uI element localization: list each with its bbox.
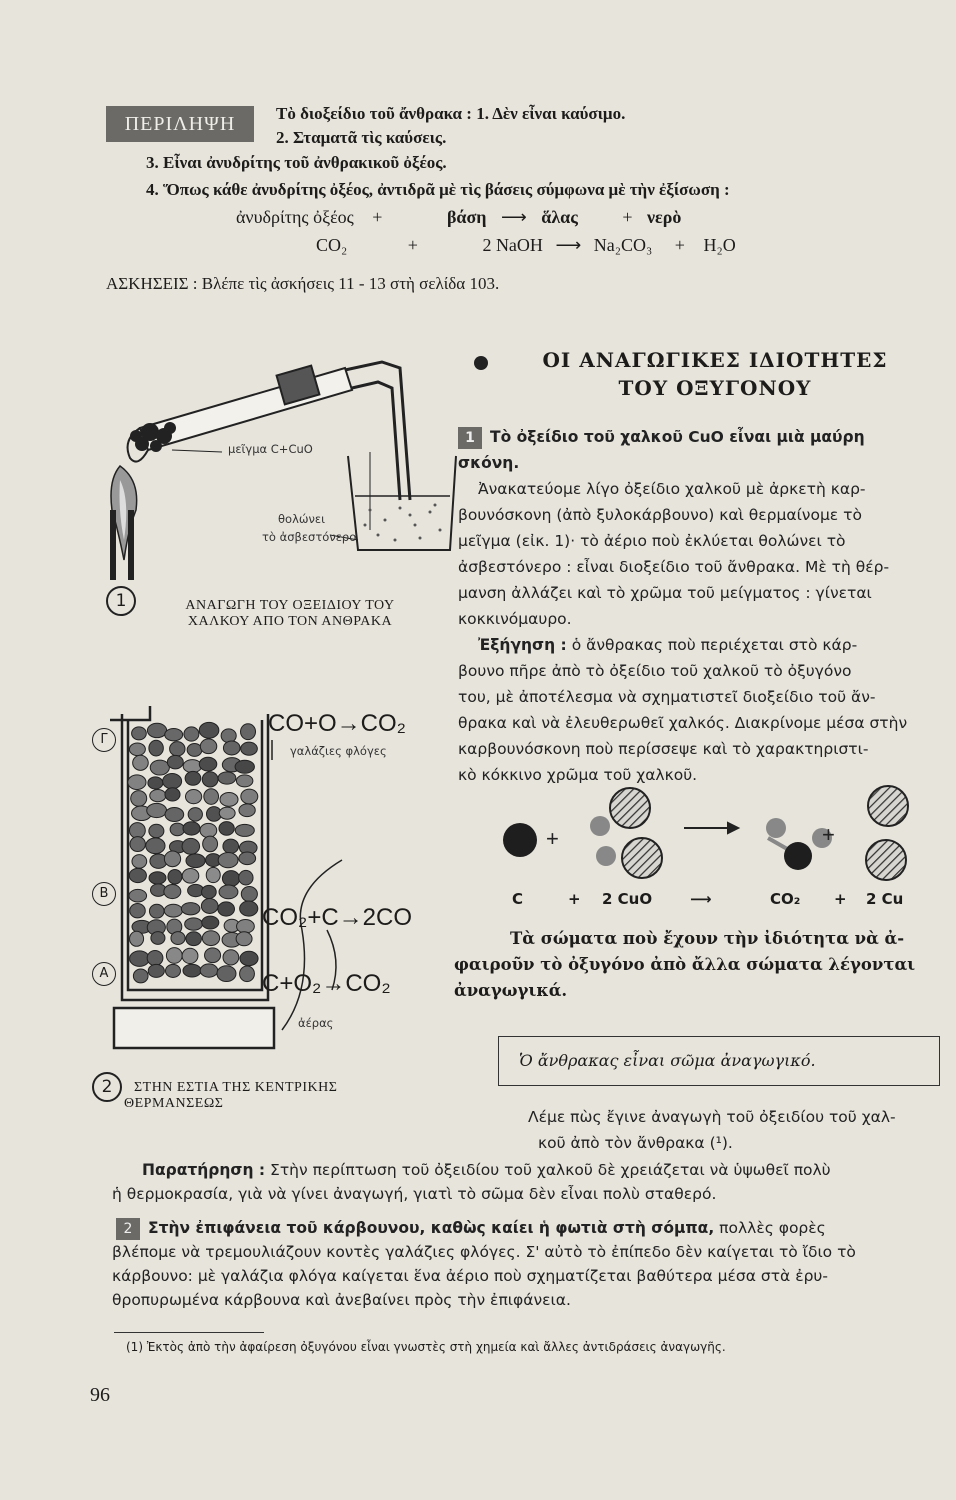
coal-piece — [148, 964, 164, 977]
reduction-text: Λέμε πὼς ἔγινε ἀναγωγὴ τοῦ ὀξειδίου τοῦ χαλ- κοῦ ἀπὸ τὸν ἄνθρακα (¹). — [528, 1108, 896, 1152]
coal-piece — [219, 822, 234, 836]
coal-piece — [182, 868, 199, 883]
fig2-reaction-mid: CO₂+C→2CO — [262, 904, 413, 931]
item2-number: 2 — [116, 1218, 140, 1240]
copper-oxide-molecule-2 — [596, 838, 662, 878]
coal-piece — [218, 852, 238, 867]
summary-tag: ΠΕΡΙΛΗΨΗ — [106, 106, 254, 142]
coal-piece — [133, 755, 149, 770]
coal-piece — [147, 803, 167, 817]
coal-piece — [165, 788, 180, 801]
coal-piece — [130, 931, 144, 946]
carbon-atom — [503, 823, 537, 857]
coal-piece — [240, 901, 258, 916]
footnote: (1) Ἐκτὸς ἀπὸ τὴν ἀφαίρεση ὀξυγόνου εἶναι γνωστὲς στὴ χημεία καὶ ἄλλες ἀντιδράσεις ἀναγωγῆς. — [126, 1340, 726, 1354]
coal-piece — [185, 771, 201, 785]
coal-piece — [217, 966, 236, 982]
coal-piece — [241, 789, 258, 804]
footnote-rule — [114, 1332, 264, 1333]
coal-piece — [223, 741, 240, 755]
summary-line-3: 3. Εἶναι ἀνυδρίτης τοῦ ἀνθρακικοῦ ὀξέος. — [146, 153, 447, 172]
coal-piece — [241, 724, 256, 740]
coal-piece — [171, 932, 185, 945]
reaction-molecules — [476, 776, 936, 886]
coal-piece — [199, 757, 217, 771]
coal-piece — [219, 807, 235, 819]
explanation-text: Ἐξήγηση : ὁ ἄνθρακας ποὺ περιέχεται στὸ κάρ- βουνο πῆρε ἀπὸ τὸ ὀξείδιο τοῦ χαλκοῦ τὸ ὀξυγόνο του, μὲ ἀποτέλεσμα νὰ σχηματιστεῖ διοξείδιο τοῦ ἄν- θρακα καὶ νὰ ἐλευθερωθεῖ χαλκός. Διακρίνομε μέσα στὴν καρβουνόσκονη ποὺ περίσσεψε καὶ τὸ χαρακτηριστι- κὸ κόκκινο χρῶμα τοῦ χαλκοῦ. — [458, 636, 908, 784]
coal-piece — [220, 793, 238, 807]
coal-piece — [206, 867, 220, 882]
coal-piece — [219, 885, 238, 899]
fig2-caption: ΣΤΗΝ ΕΣΤΙΑ ΤΗΣ ΚΕΝΤΡΙΚΗΣ ΘΕΡΜΑΝΣΕΩΣ — [124, 1080, 338, 1111]
coal-piece — [130, 951, 150, 967]
coal-piece — [241, 887, 257, 902]
coal-piece — [129, 823, 145, 839]
item2-block: 2 Στὴν ἐπιφάνεια τοῦ κάρβουνου, καθὼς καίει ἡ φωτιὰ στὴ σόμπα, πολλὲς φορὲς βλέπομε νὰ τρεμουλιάζουν κοντὲς γαλάζιες φλόγες. Σ' αὐτὸ τὸ ἐπίπεδο δὲν καίγεται τὸ ἴδιο τὸ κάρβουνο: μὲ γαλάζια φλόγα καίγεται ἕνα ἀέριο ποὺ σχηματίζεται βαθύτερα μέσα στὰ ἐρυ- θροπυρωμένα κάρβουνα καὶ ἀνεβαίνει πρὸς τὴν ἐπιφάνεια. — [112, 1219, 856, 1309]
coal-piece — [200, 964, 218, 977]
coal-piece — [181, 903, 200, 915]
coal-piece — [170, 823, 185, 836]
coal-piece — [165, 807, 184, 821]
coal-piece — [164, 904, 182, 917]
observation: Παρατήρηση : Στὴν περίπτωση τοῦ ὀξειδίου τοῦ χαλκοῦ δὲ χρειάζεται νὰ ὑψωθεῖ πολὺ ἡ θερμοκρασία, γιὰ νὰ γίνει ἀναγωγή, γιατὶ τὸ σῶμα δὲν εἶναι πολὺ σταθερό. — [112, 1161, 831, 1203]
coal-piece — [167, 755, 183, 768]
experiment-text: Ἀνακατεύομε λίγο ὀξείδιο χαλκοῦ μὲ ἀρκετὴ καρ- βουνόσκονη (ἀπὸ ξυλοκάρβουνο) καὶ θερμαίνομε τὸ μεῖγμα (εἰκ. 1)· τὸ ἀέριο ποὺ ἐκλύεται θολώνει τὸ ἀσβεστόνερο : εἶναι διοξείδιο τοῦ ἄνθρακα. Μὲ τὴ θέρ- μανση ἀλλάζει καὶ τὸ χρῶμα τοῦ μείγματος : γίνεται κοκκινόμαυρο. — [458, 480, 890, 628]
coal-piece — [130, 837, 145, 852]
summary-line-1: Τὸ διοξείδιο τοῦ ἄνθρακα : 1. Δὲν εἶναι καύσιμο. — [276, 104, 626, 123]
equation-formula: CO₂ + 2 NaOH ⟶ Na₂CO₃ + H₂O — [316, 235, 736, 255]
coal-piece — [182, 948, 198, 963]
coal-piece — [133, 969, 148, 983]
fig2-reaction-top: CO+O→CO₂ — [268, 710, 406, 737]
coal-piece — [186, 932, 202, 946]
item1-block — [458, 424, 944, 788]
summary-line-4: 4. Ὅπως κάθε ἀνυδρίτης ὀξέος, ἀντιδρᾶ μὲ τὶς βάσεις σύμφωνα μὲ τὴν ἐξίσωση : — [146, 180, 730, 199]
coal-piece — [203, 836, 218, 852]
coal-piece — [184, 727, 199, 741]
coal-piece — [223, 839, 239, 853]
coal-piece — [151, 932, 165, 945]
coal-piece — [201, 899, 218, 914]
boxed-statement: Ὁ ἄνθρακας εἶναι σῶμα ἀναγωγικό. — [498, 1036, 940, 1086]
coal-piece — [200, 823, 217, 837]
zone-a-label: A — [92, 962, 116, 986]
coal-piece — [239, 870, 253, 885]
item1-heading-cont: σκόνη. — [458, 454, 520, 472]
fig1-number: 1 — [106, 586, 136, 616]
coal-piece — [149, 872, 166, 884]
fig2-reaction-bottom: C+O₂→CO₂ — [262, 970, 391, 997]
definition-text: Τὰ σώματα ποὺ ἔχουν τὴν ἰδιότητα νὰ ἀ- φαιροῦν τὸ ὀξυγόνο ἀπὸ ἄλλα σώματα λέγονται ἀναγωγικά. — [454, 929, 916, 1000]
coal-piece — [236, 775, 252, 787]
coal-piece — [132, 855, 147, 869]
coal-piece — [164, 851, 180, 867]
coal-piece — [182, 838, 200, 854]
coal-piece — [149, 824, 164, 837]
svg-text:+: + — [822, 822, 835, 847]
coal-piece — [150, 789, 166, 801]
copper-atom-2 — [866, 840, 906, 880]
coal-piece — [235, 824, 254, 836]
fig1-caption: ΑΝΑΓΩΓΗ ΤΟΥ ΟΞΕΙΔΙΟΥ ΤΟΥ ΧΑΛΚΟΥ ΑΠΟ ΤΟΝ ΑΝΘΡΑΚΑ — [185, 598, 395, 629]
coal-piece — [200, 739, 216, 754]
coal-piece — [187, 743, 202, 756]
coal-piece — [239, 852, 256, 865]
coal-piece — [240, 951, 258, 965]
copper-atom-1 — [868, 786, 908, 826]
coal-piece — [202, 772, 218, 787]
fig1-mixture-label: μεῖγμα C+CuO — [228, 442, 313, 456]
coal-piece — [146, 838, 165, 854]
coal-piece — [202, 885, 217, 898]
coal-piece — [240, 966, 255, 982]
coal-piece — [147, 723, 166, 737]
coal-piece — [129, 889, 147, 902]
figure-1-apparatus — [100, 340, 460, 640]
coal-piece — [166, 948, 182, 964]
svg-text:+: + — [546, 826, 559, 851]
coal-piece — [183, 760, 201, 773]
coal-piece — [132, 727, 147, 740]
coal-piece — [199, 722, 219, 738]
zone-g-label: Γ — [92, 728, 116, 752]
coal-piece — [168, 870, 182, 884]
coal-piece — [185, 918, 203, 930]
coal-piece — [149, 904, 164, 918]
coal-piece — [237, 920, 255, 934]
coal-piece — [129, 868, 146, 882]
coal-piece — [235, 760, 254, 773]
coal-piece — [202, 931, 219, 946]
fig1-lime-label-2: τὸ ἀσβεστόνερο — [262, 530, 357, 544]
coal-piece — [221, 729, 236, 743]
figure-2-furnace — [92, 700, 452, 1070]
page-number: 96 — [90, 1384, 110, 1406]
coal-piece — [165, 729, 183, 741]
fig2-air-label: ἀέρας — [298, 1016, 334, 1030]
coal-piece — [183, 822, 200, 835]
coal-piece — [130, 903, 146, 917]
coal-piece — [165, 964, 180, 977]
coal-piece — [150, 760, 169, 775]
section-title: ΟΙ ΑΝΑΓΩΓΙΚΕΣ ΙΔΙΟΤΗΤΕΣ ΤΟΥ ΟΞΥΓΟΝΟΥ — [542, 348, 888, 400]
exercises-note: ΑΣΚΗΣΕΙΣ : Βλέπε τὶς ἀσκήσεις 11 - 13 στὴ σελίδα 103. — [106, 274, 500, 293]
fig2-flames-label: γαλάζιες φλόγες — [290, 744, 387, 758]
coal-piece — [149, 740, 163, 756]
coal-piece — [222, 871, 239, 887]
coal-piece — [205, 948, 221, 963]
coal-piece — [236, 932, 252, 946]
coal-piece — [128, 775, 146, 790]
coal-piece — [131, 791, 147, 807]
item1-heading: 1 Τὸ ὀξείδιο τοῦ χαλκοῦ CuO εἶναι μιὰ μαύρη — [458, 424, 944, 450]
coal-piece — [239, 804, 255, 817]
coal-piece — [185, 790, 201, 804]
coal-piece — [241, 742, 258, 755]
equation-words: ἀνυδρίτης ὀξέος + βάση ⟶ ἅλας + νερὸ — [236, 207, 682, 227]
copper-oxide-molecule-1 — [590, 788, 650, 836]
coal-piece — [218, 902, 235, 916]
coal-piece — [188, 808, 202, 821]
item1-number: 1 — [458, 427, 482, 449]
coal-piece — [202, 916, 219, 929]
coal-piece — [218, 772, 236, 784]
coal-piece — [129, 743, 145, 756]
summary-line-2: 2. Σταματᾶ τὶς καύσεις. — [276, 128, 447, 147]
coal-piece — [223, 950, 239, 965]
fig2-number: 2 — [92, 1072, 122, 1102]
coal-piece — [186, 854, 205, 868]
coal-piece — [204, 789, 219, 805]
coal-piece — [183, 964, 201, 977]
fig1-lime-label-1: θολώνει — [278, 512, 326, 526]
coal-piece — [163, 774, 182, 789]
zone-b-label: B — [92, 882, 116, 906]
coal-piece — [170, 742, 185, 756]
coal-piece — [147, 950, 163, 965]
coal-piece — [148, 777, 163, 789]
coal-piece — [164, 884, 181, 898]
